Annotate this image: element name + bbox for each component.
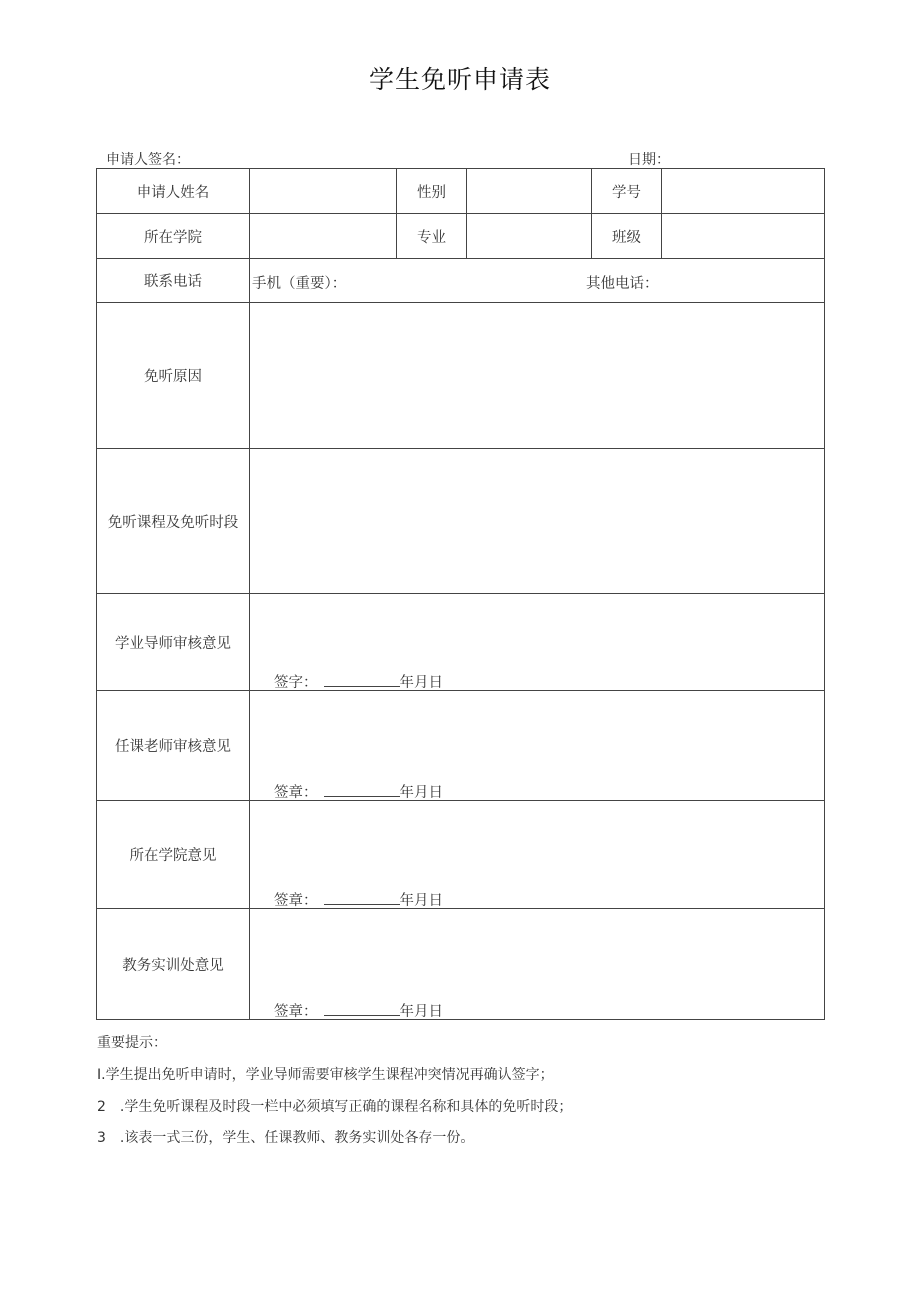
date-suffix: 年月日 xyxy=(399,893,443,909)
applicant-name-field[interactable] xyxy=(250,169,396,213)
advisor-sign-line xyxy=(274,671,443,692)
signature-blank[interactable] xyxy=(324,673,400,687)
date-suffix: 年月日 xyxy=(399,785,443,801)
mobile-label: 手机（重要）： xyxy=(252,276,347,292)
signature-blank[interactable] xyxy=(324,891,400,905)
major-field[interactable] xyxy=(467,214,591,258)
academic-affairs-label: 教务实训处意见 xyxy=(122,957,224,974)
student-id-field[interactable] xyxy=(662,169,824,213)
applicant-signature-label: 申请人签名： xyxy=(106,152,190,168)
date-suffix: 年月日 xyxy=(399,675,443,691)
teacher-stamp-label: 签章： xyxy=(274,785,318,801)
course-period-field[interactable] xyxy=(250,449,824,593)
advisor-sign-label: 签字： xyxy=(274,675,318,691)
note-item: 3 .该表一式三份，学生、任课教师、教务实训处各存一份。 xyxy=(97,1130,475,1146)
course-period-label: 免听课程及免听时段 xyxy=(107,514,239,531)
signature-blank[interactable] xyxy=(324,1002,400,1016)
class-label: 班级 xyxy=(612,229,641,246)
col-divider xyxy=(249,168,250,1020)
reason-label: 免听原因 xyxy=(144,369,202,385)
teacher-review-label: 任课老师审核意见 xyxy=(115,739,231,755)
date-label: 日期： xyxy=(628,152,670,168)
gender-field[interactable] xyxy=(467,169,591,213)
notes-heading: 重要提示： xyxy=(97,1035,167,1051)
note-item: 2 .学生免听课程及时段一栏中必须填写正确的课程名称和具体的免听时段； xyxy=(97,1099,573,1115)
advisor-review-label: 学业导师审核意见 xyxy=(115,635,231,652)
major-label: 专业 xyxy=(417,229,446,246)
note-item: I.学生提出免听申请时，学业导师需要审核学生课程冲突情况再确认签字； xyxy=(97,1067,554,1083)
applicant-name-label: 申请人姓名 xyxy=(136,184,210,201)
affairs-stamp-label: 签章： xyxy=(274,1004,318,1020)
other-phone-label: 其他电话： xyxy=(586,276,659,292)
student-id-label: 学号 xyxy=(612,184,641,201)
signature-blank[interactable] xyxy=(324,783,400,797)
college-opinion-label: 所在学院意见 xyxy=(129,848,217,864)
college-label: 所在学院 xyxy=(144,229,202,246)
college-sign-line xyxy=(274,889,443,910)
teacher-sign-line xyxy=(274,781,443,802)
phone-label: 联系电话 xyxy=(144,274,202,290)
gender-label: 性别 xyxy=(417,184,446,201)
class-field[interactable] xyxy=(662,214,824,258)
college-stamp-label: 签章： xyxy=(274,893,318,909)
page-title: 学生免听申请表 xyxy=(368,65,551,94)
date-suffix: 年月日 xyxy=(399,1004,443,1020)
affairs-sign-line xyxy=(274,1000,443,1021)
reason-field[interactable] xyxy=(250,303,824,448)
college-field[interactable] xyxy=(250,214,396,258)
